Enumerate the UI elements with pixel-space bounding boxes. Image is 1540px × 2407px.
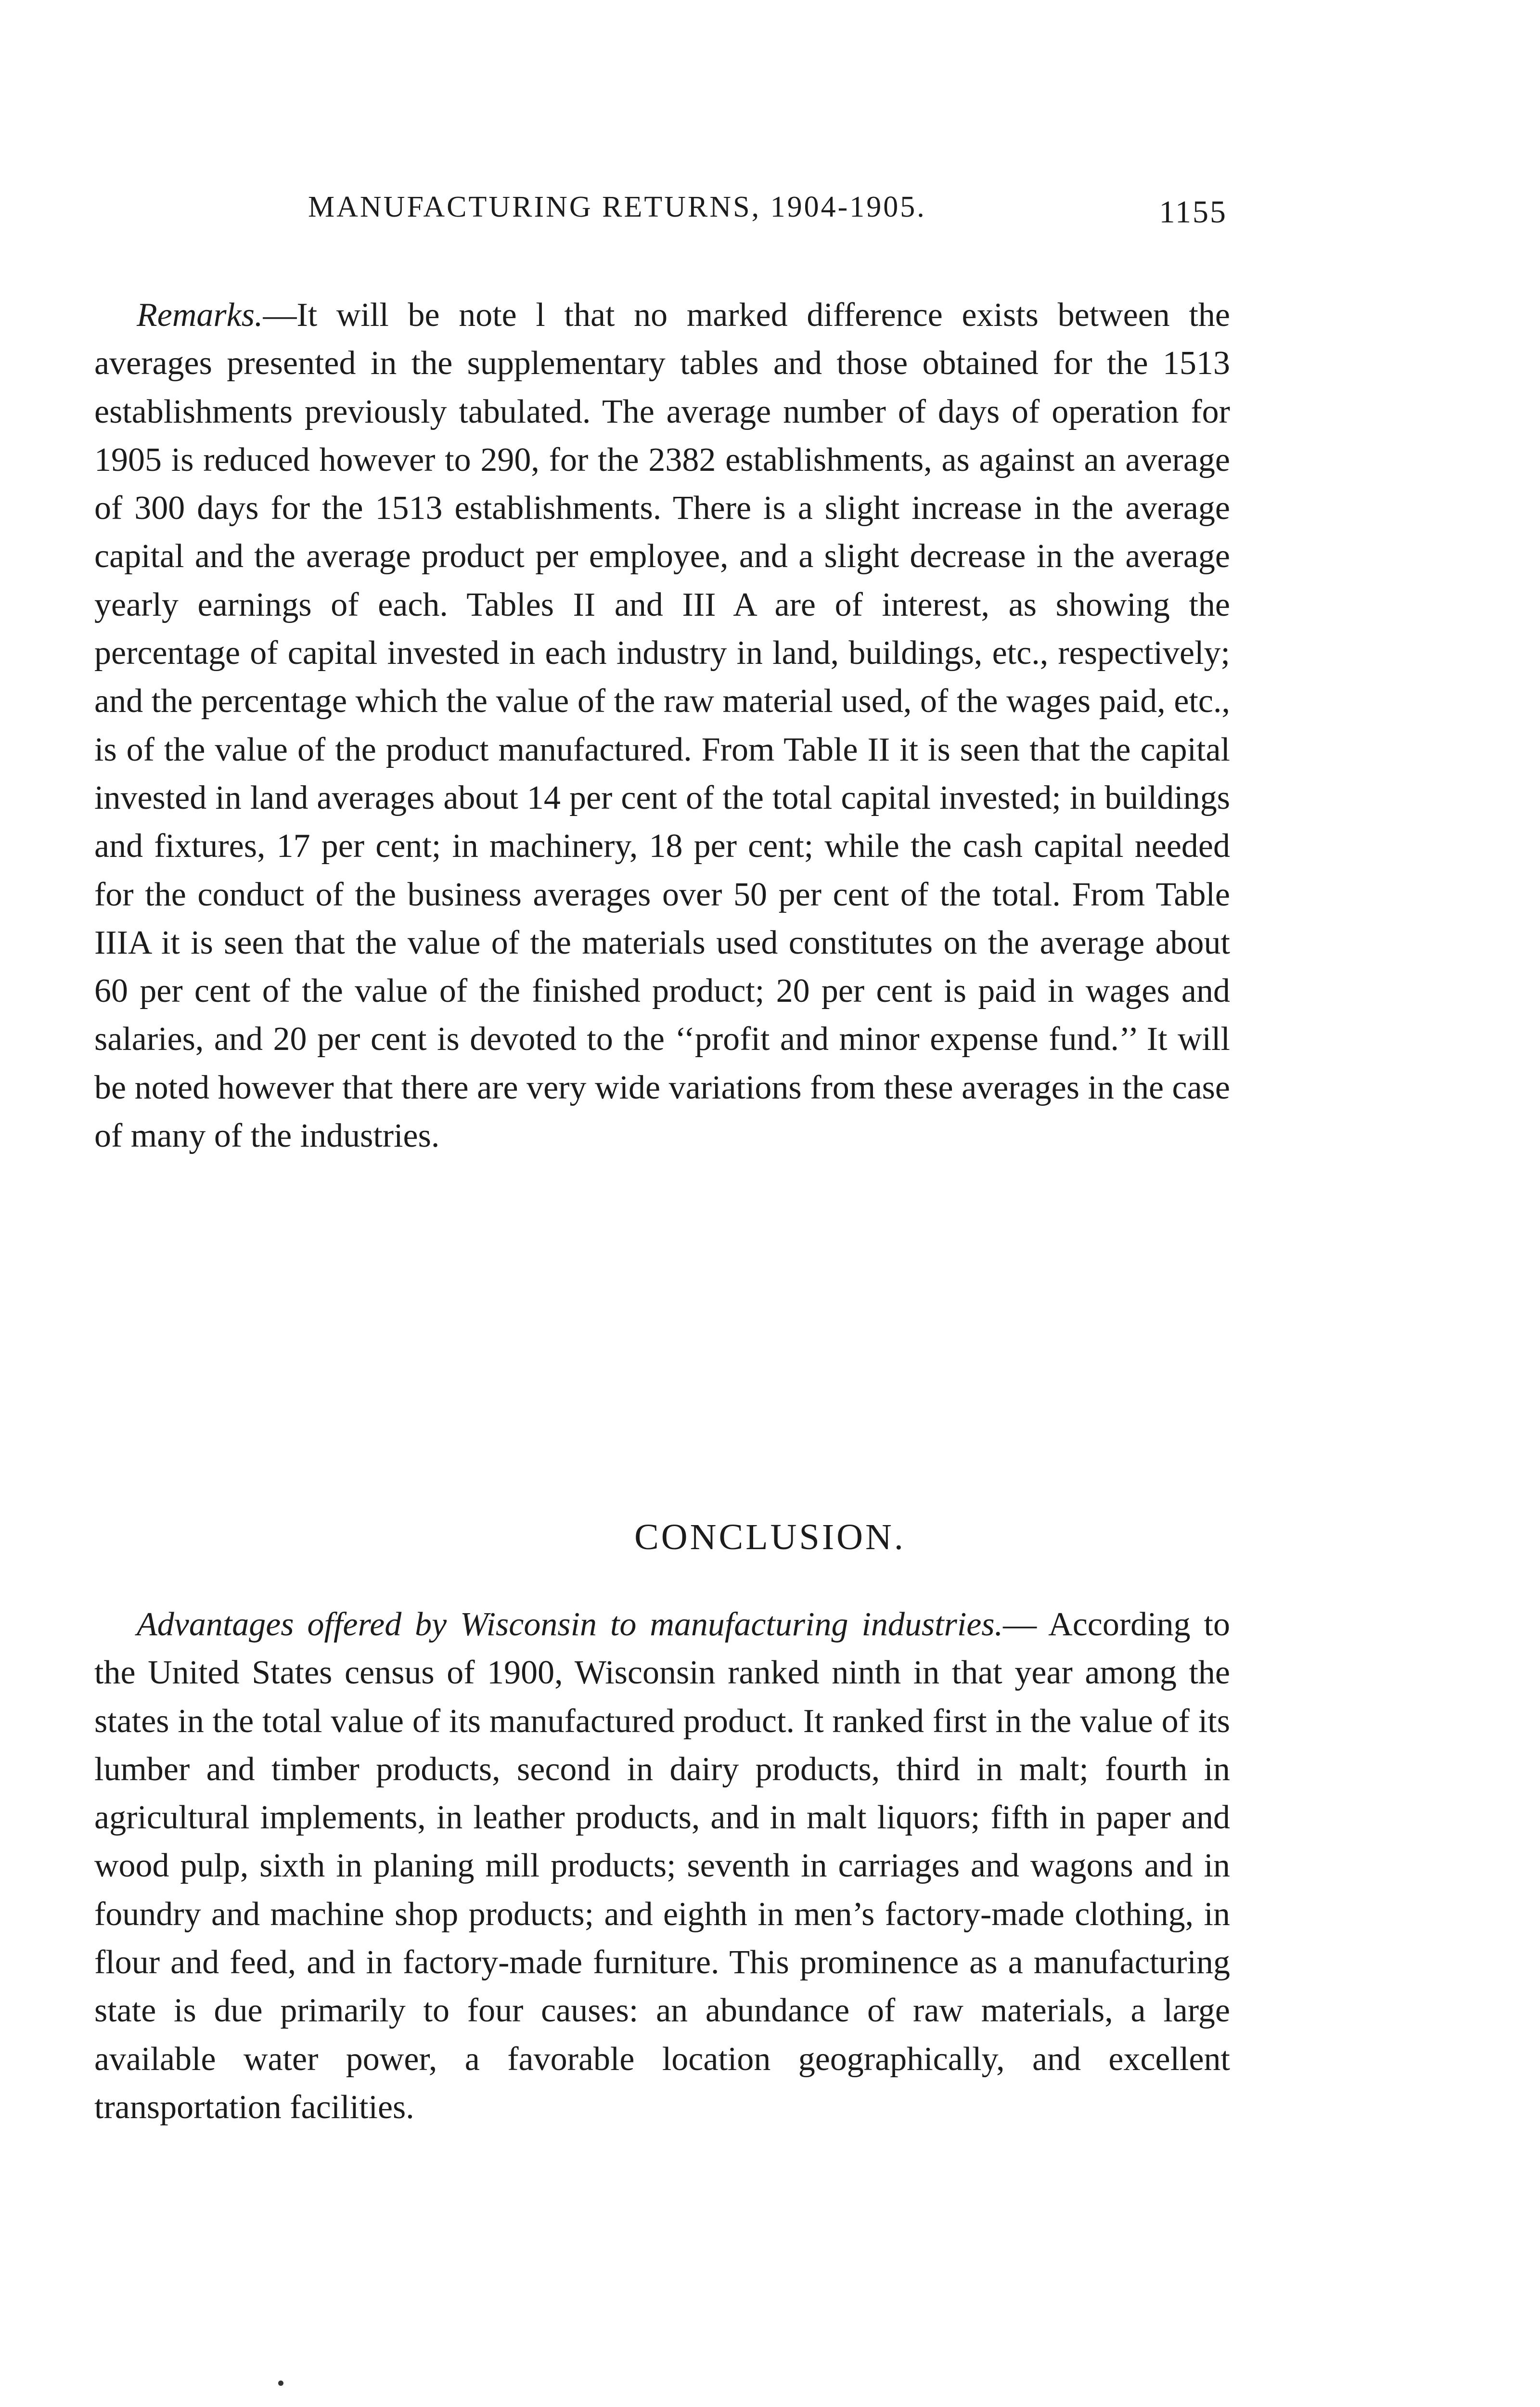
page-header <box>308 190 1227 238</box>
stray-mark <box>278 2381 283 2386</box>
running-head: MANUFACTURING RETURNS, 1904-1905. <box>308 191 926 223</box>
remarks-paragraph <box>94 291 1230 1160</box>
remarks-text: —It will be note l that no marked difference exists between the averages presented in the supplementary tables and those obtained for the 1513 establishments previously tabulated. The average number of days of operation for 1905 is reduced however to 290, for the 2382 establishments, as against an average of 300 days for the 1513 establishments. There is a slight increase in the average capital and the average product per employee, and a slight decrease in the average yearly earnings of each. Tables II and III A are of interest, as showing the percentage of capital invested in each industry in land, buildings, etc., respectively; and the percentage which the value of the raw material used, of the wages paid, etc., is of the value of the product manufactured. From Table II it is seen that the capital invested in land averages about 14 per cent of the total capital invested; in buildings and fixtures, 17 per cent; in machinery, 18 per cent; while the cash capital needed for the conduct of the business averages over 50 per cent of the total. From Table IIIA it is seen that the value of the materials used constitutes on the average about 60 per cent of the value of the finished product; 20 per cent is paid in wages and salaries, and 20 per cent is devoted to the ‘‘profit and minor expense fund.’’ It will be noted however that there are very wide variations from these averages in the case of many of the industries. <box>94 297 1230 1155</box>
remarks-lead: Remarks. <box>137 297 263 334</box>
section-heading: CONCLUSION. <box>634 1517 906 1557</box>
advantages-lead: Advantages offered by Wisconsin to manufacturing industries. <box>137 1606 1003 1643</box>
page-number: 1155 <box>1159 194 1227 230</box>
advantages-paragraph <box>94 1601 1230 2132</box>
advantages-text: — According to the United States census of 1900, Wisconsin ranked ninth in that year among the states in the total value of its manufactured product. It ranked first in the value of its lumber and timber products, second in dairy products, third in malt; fourth in agricultural implements, in leather products, and in malt liquors; fifth in paper and wood pulp, sixth in planing mill products; seventh in carriages and wagons and in foundry and machine shop products; and eighth in men’s factory-made clothing, in flour and feed, and in factory-made furniture. This prominence as a manufacturing state is due primarily to four causes: an abundance of raw materials, a large available water power, a favorable location geographically, and excellent transportation facilities. <box>94 1606 1230 2126</box>
